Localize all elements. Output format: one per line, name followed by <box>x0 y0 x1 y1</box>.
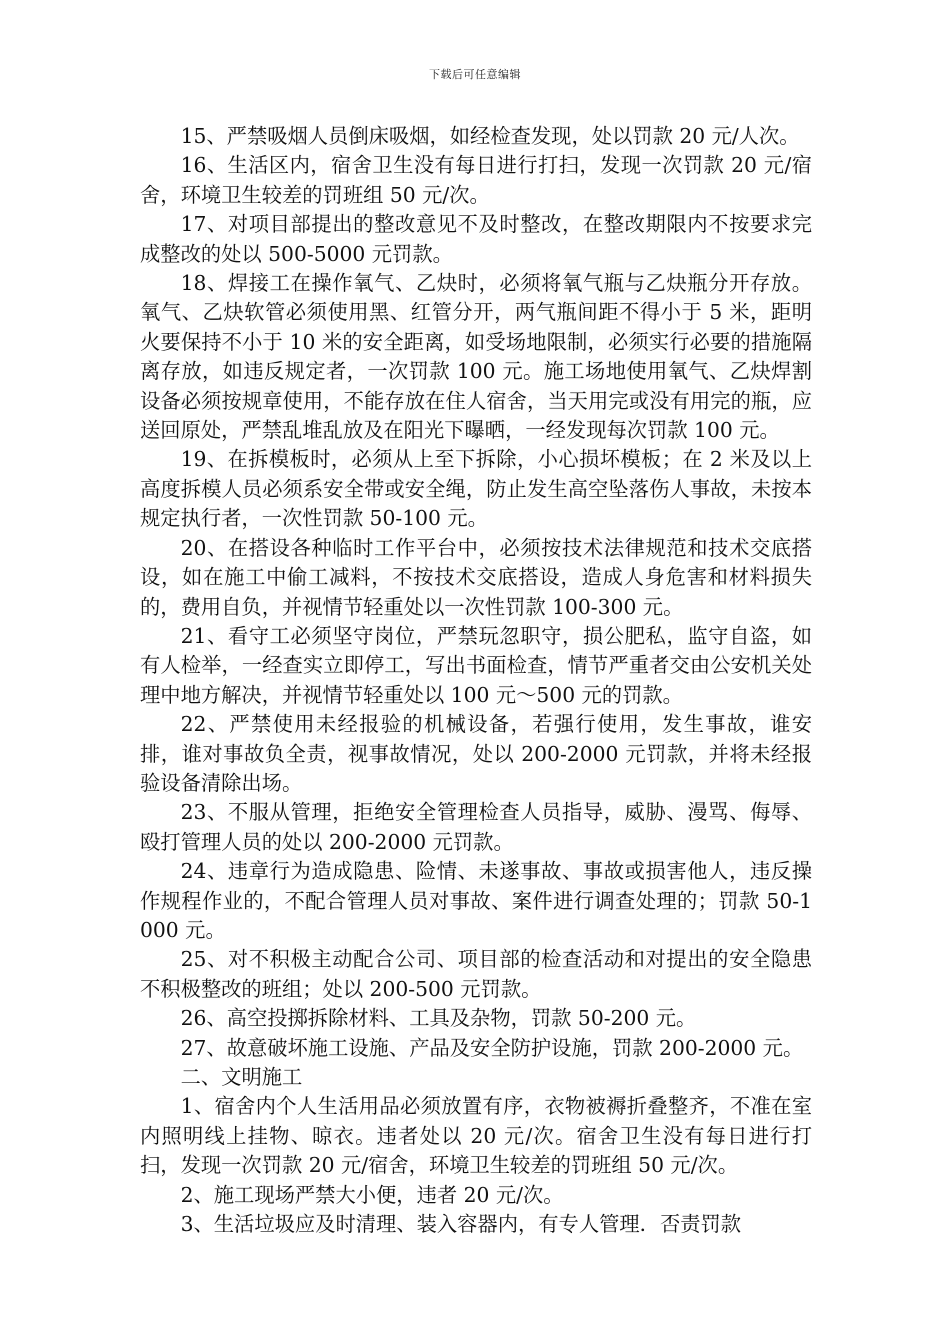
paragraph-rule-25: 25、对不积极主动配合公司、项目部的检查活动和对提出的安全隐患不积极整改的班组；处以 200-500 元罚款。 <box>140 947 812 1001</box>
document-body <box>140 122 812 1239</box>
paragraph-rule-24: 24、违章行为造成隐患、险情、未遂事故、事故或损害他人，违反操作规程作业的，不配合管理人员对事故、案件进行调查处理的；罚款 50-1000 元。 <box>140 859 812 942</box>
paragraph-rule-21: 21、看守工必须坚守岗位，严禁玩忽职守，损公肥私，监守自盗，如有人检举，一经查实立即停工，写出书面检查，情节严重者交由公安机关处理中地方解决，并视情节轻重处以 100 元～500 元的罚款。 <box>140 623 812 707</box>
paragraph-civil-1: 1、宿舍内个人生活用品必须放置有序，衣物被褥折叠整齐，不准在室内照明线上挂物、晾衣。违者处以 20 元/次。宿舍卫生没有每日进行打扫，发现一次罚款 20 元/宿舍，环境卫生较差的罚班组 50 元/次。 <box>140 1094 812 1178</box>
paragraph-rule-18: 18、焊接工在操作氧气、乙炔时，必须将氧气瓶与乙炔瓶分开存放。氧气、乙炔软管必须使用黑、红管分开，两气瓶间距不得小于 5 米，距明火要保持不小于 10 米的安全距离，如受场地限制，必须实行必要的措施隔离存放，如违反规定者，一次罚款 100 元。施工场地使用氧气、乙炔焊割设备必须按规章使用，不能存放在住人宿舍，当天用完或没有用完的瓶，应送回原处，严禁乱堆乱放及在阳光下曝晒，一经发现每次罚款 100 元。 <box>140 271 812 443</box>
paragraph-rule-17: 17、对项目部提出的整改意见不及时整改，在整改期限内不按要求完成整改的处以 500-5000 元罚款。 <box>140 212 812 266</box>
paragraph-rule-15: 15、严禁吸烟人员倒床吸烟，如经检查发现，处以罚款 20 元/人次。 <box>180 124 800 148</box>
paragraph-rule-22: 22、严禁使用未经报验的机械设备，若强行使用，发生事故，谁安排，谁对事故负全责，视事故情况，处以 200-2000 元罚款，并将未经报验设备清除出场。 <box>140 712 812 795</box>
paragraph-civil-2: 2、施工现场严禁大小便，违者 20 元/次。 <box>180 1182 564 1207</box>
paragraph-rule-19: 19、在拆模板时，必须从上至下拆除，小心损坏模板；在 2 米及以上高度拆模人员必须系安全带或安全绳，防止发生高空坠落伤人事故，未按本规定执行者，一次性罚款 50-100 元。 <box>140 447 812 531</box>
paragraph-rule-16: 16、生活区内，宿舍卫生没有每日进行打扫，发现一次罚款 20 元/宿舍，环境卫生较差的罚班组 50 元/次。 <box>140 153 812 207</box>
paragraph-rule-27: 27、故意破坏施工设施、产品及安全防护设施，罚款 200-2000 元。 <box>180 1035 804 1060</box>
paragraph-rule-26: 26、高空投掷拆除材料、工具及杂物，罚款 50-200 元。 <box>180 1006 697 1031</box>
paragraph-civil-3: 3、生活垃圾应及时清理、装入容器内，有专人管理．否责罚款 <box>180 1212 742 1237</box>
paragraph-rule-20: 20、在搭设各种临时工作平台中，必须按技术法律规范和技术交底搭设，如在施工中偷工减料，不按技术交底搭设，造成人身危害和材料损失的，费用自负，并视情节轻重处以一次性罚款 100-300 元。 <box>140 535 812 619</box>
page-header: 下载后可任意编辑 <box>429 68 521 81</box>
paragraph-rule-23: 23、不服从管理，拒绝安全管理检查人员指导，威胁、漫骂、侮辱、殴打管理人员的处以 200-2000 元罚款。 <box>140 800 812 854</box>
section-heading: 二、文明施工 <box>180 1065 303 1089</box>
